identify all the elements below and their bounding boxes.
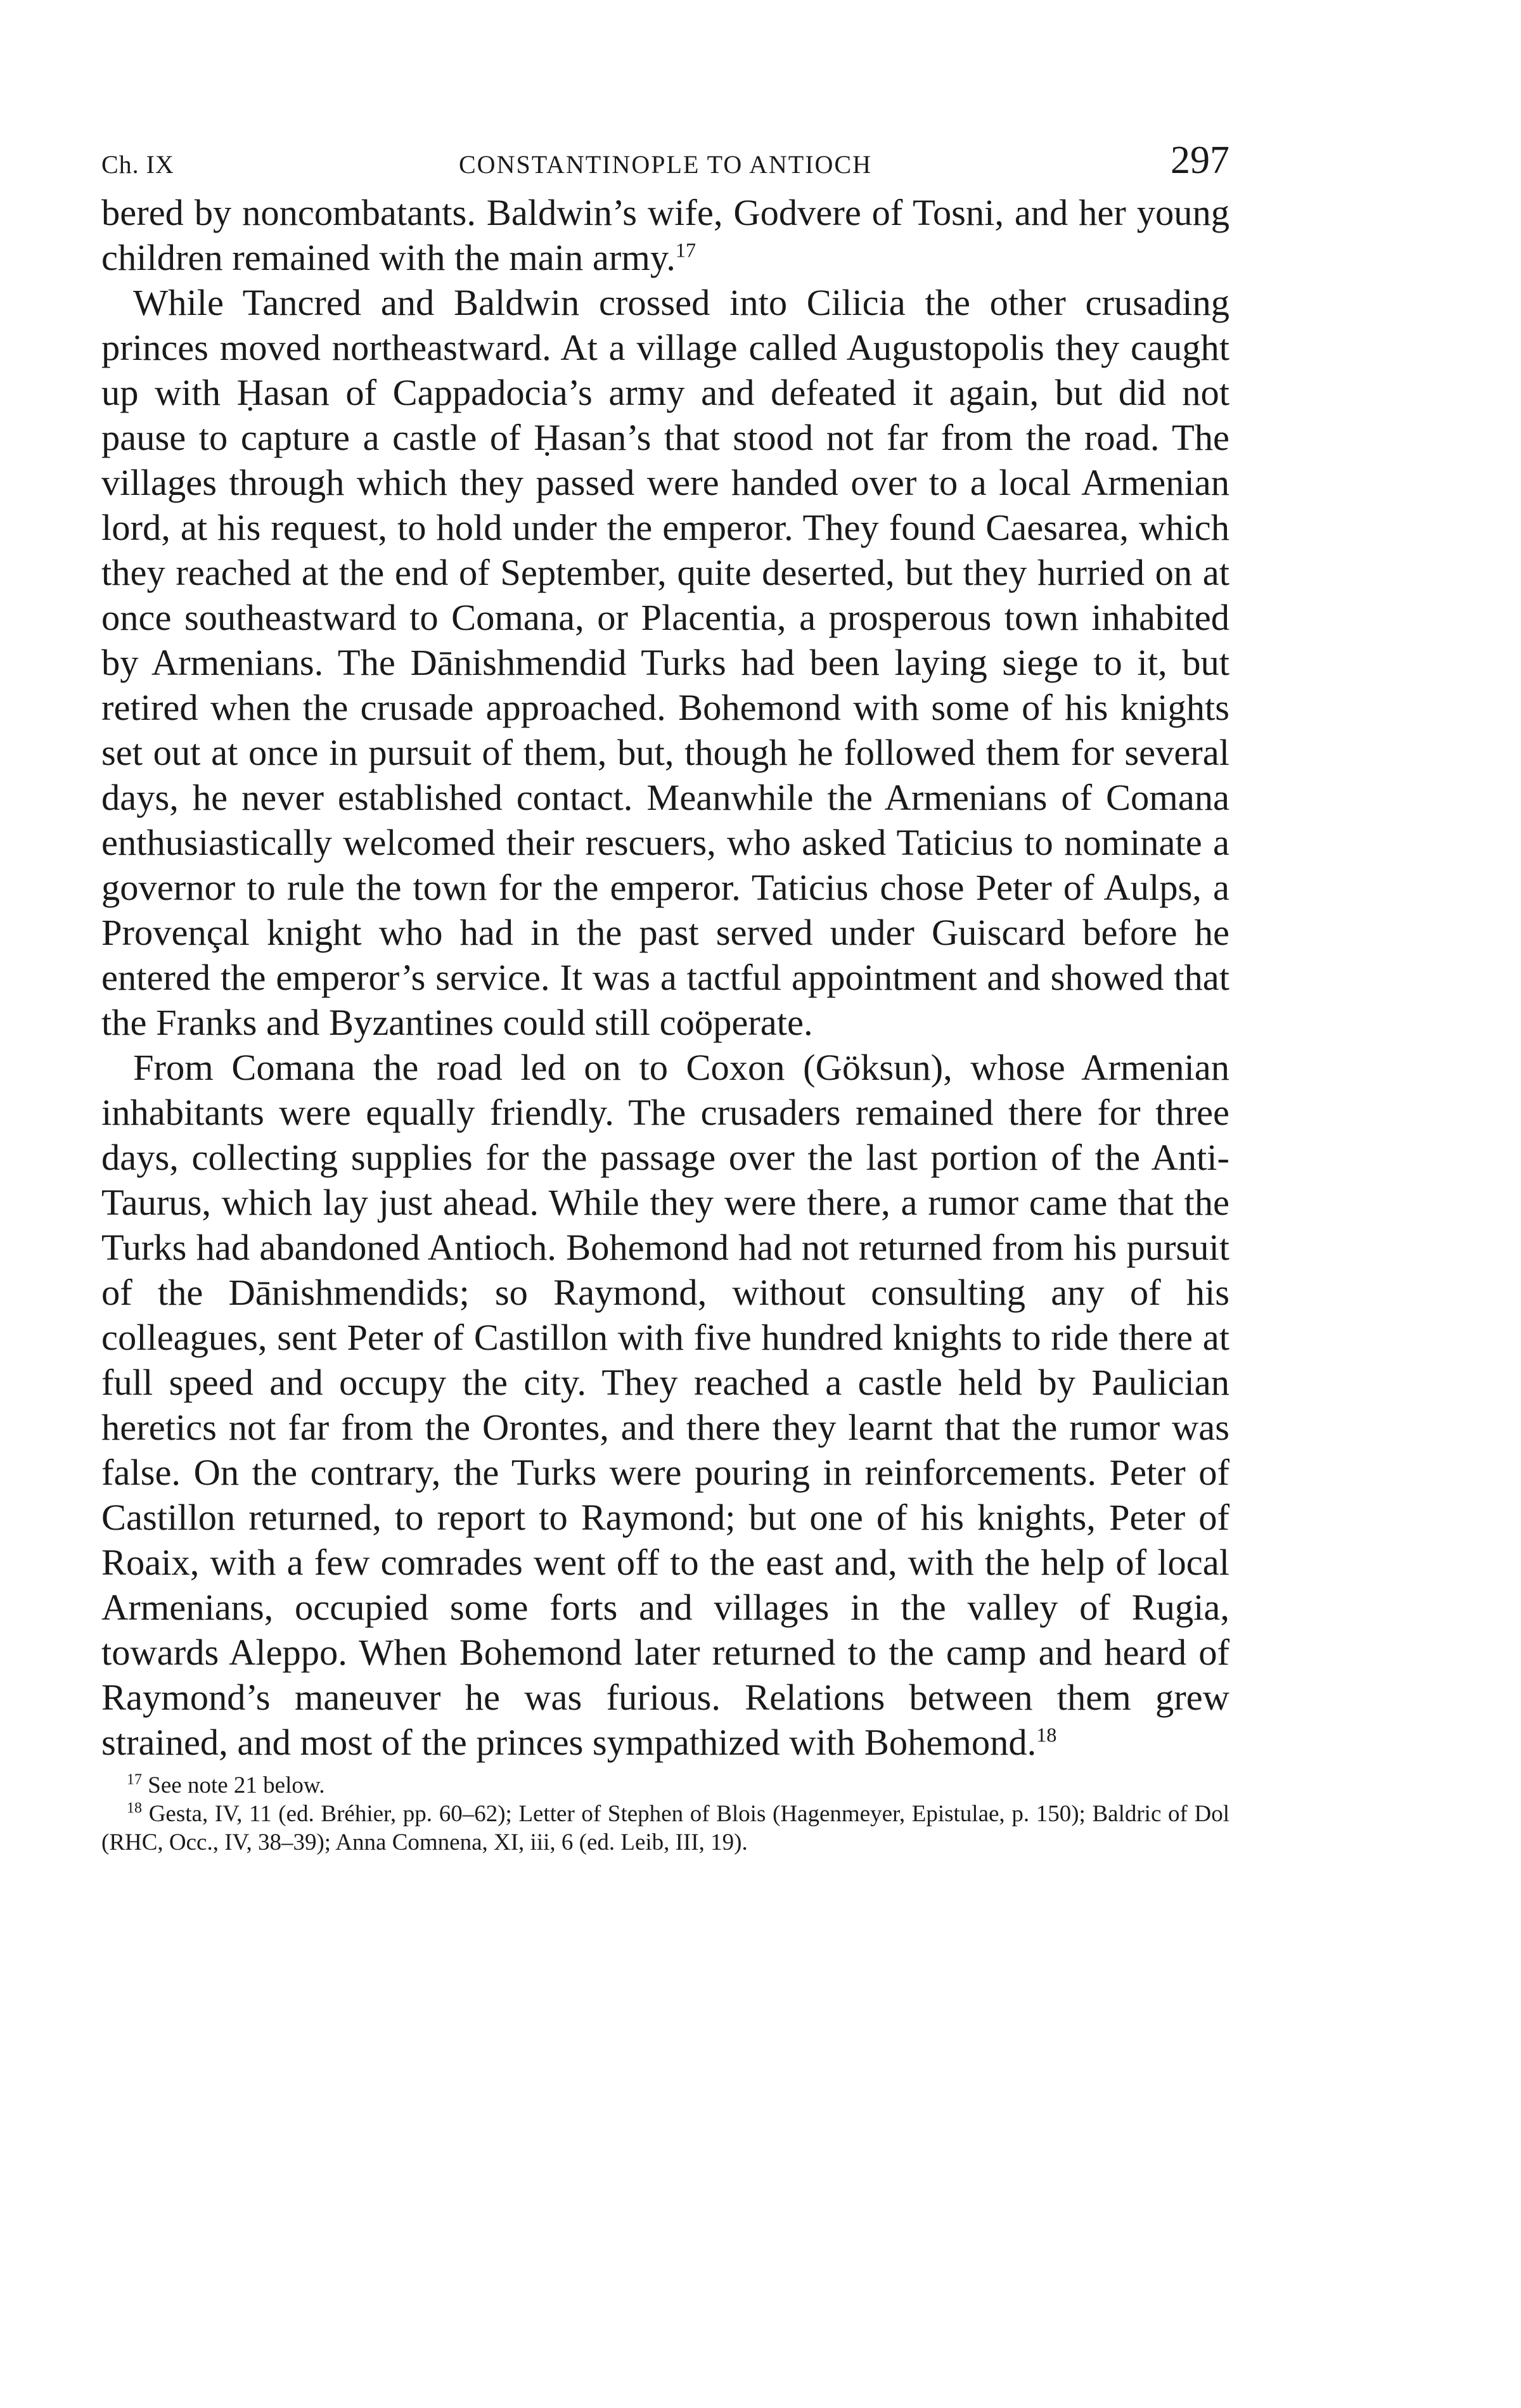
- paragraph-3-text: From Comana the road led on to Coxon (Göksun), whose Armenian inhabitants were equally friendly. The crusaders remained there for three days, collecting supplies for the passage over the last portion of the Anti-Taurus, which lay just ahead. While they were there, a rumor came that the Turks had abandoned Antioch. Bohemond had not returned from his pursuit of the Dānishmendids; so Raymond, without consulting any of his colleagues, sent Peter of Castillon with five hundred knights to ride there at full speed and occupy the city. They reached a castle held by Paulician heretics not far from the Orontes, and there they learnt that the rumor was false. On the contrary, the Turks were pouring in reinforcements. Peter of Castillon returned, to report to Raymond; but one of his knights, Peter of Roaix, with a few comrades went off to the east and, with the help of local Armenians, occupied some forts and villages in the valley of Rugia, towards Aleppo. When Bohemond later returned to the camp and heard of Raymond’s maneuver he was furious. Relations between them grew strained, and most of the princes sympathized with Bohemond.: [101, 1047, 1229, 1763]
- body-text: [101, 190, 1229, 1765]
- footnote-number: 18: [127, 1800, 143, 1817]
- note-ref-17: 17: [675, 238, 696, 262]
- note-ref-18: 18: [1036, 1723, 1057, 1746]
- footnote-18: [101, 1800, 1229, 1857]
- paragraph-1: [101, 190, 1229, 280]
- running-title: CONSTANTINOPLE TO ANTIOCH: [459, 150, 872, 179]
- page-number: 297: [1171, 139, 1229, 182]
- footnote-text: See note 21 below.: [148, 1772, 325, 1798]
- paragraph-1-text: bered by noncombatants. Baldwin’s wife, Godvere of Tosni, and her young children remained with the main army.: [101, 192, 1229, 278]
- paragraph-2-text: While Tancred and Baldwin crossed into Cilicia the other crusading princes moved northeastward. At a village called Augustopolis they caught up with Ḥasan of Cappadocia’s army and defeated it again, but did not pause to capture a castle of Ḥasan’s that stood not far from the road. The villages through which they passed were handed over to a local Armenian lord, at his request, to hold under the emperor. They found Caesarea, which they reached at the end of September, quite deserted, but they hurried on at once southeastward to Comana, or Placentia, a prosperous town inhabited by Armenians. The Dānishmendid Turks had been laying siege to it, but retired when the crusade approached. Bohemond with some of his knights set out at once in pursuit of them, but, though he followed them for several days, he never established contact. Meanwhile the Armenians of Comana enthusiastically welcomed their rescuers, who asked Taticius to nominate a governor to rule the town for the emperor. Taticius chose Peter of Aulps, a Provençal knight who had in the past served under Guiscard before he entered the emperor’s service. It was a tactful appointment and showed that the Franks and Byzantines could still coöperate.: [101, 282, 1229, 1043]
- chapter-label: Ch. IX: [101, 150, 174, 179]
- footnote-number: 17: [127, 1771, 143, 1788]
- running-head: [101, 139, 1229, 190]
- footnote-text: Gesta, IV, 11 (ed. Bréhier, pp. 60–62); Letter of Stephen of Blois (Hagenmeyer, Epistulae, p. 150); Baldric of Dol (RHC, Occ., IV, 38–39); Anna Comnena, XI, iii, 6 (ed. Leib, III, 19).: [101, 1801, 1230, 1855]
- book-page: [101, 139, 1229, 1857]
- footnote-17: [101, 1771, 1229, 1800]
- footnotes: [101, 1771, 1229, 1857]
- paragraph-3: [101, 1045, 1229, 1765]
- paragraph-2: [101, 280, 1229, 1045]
